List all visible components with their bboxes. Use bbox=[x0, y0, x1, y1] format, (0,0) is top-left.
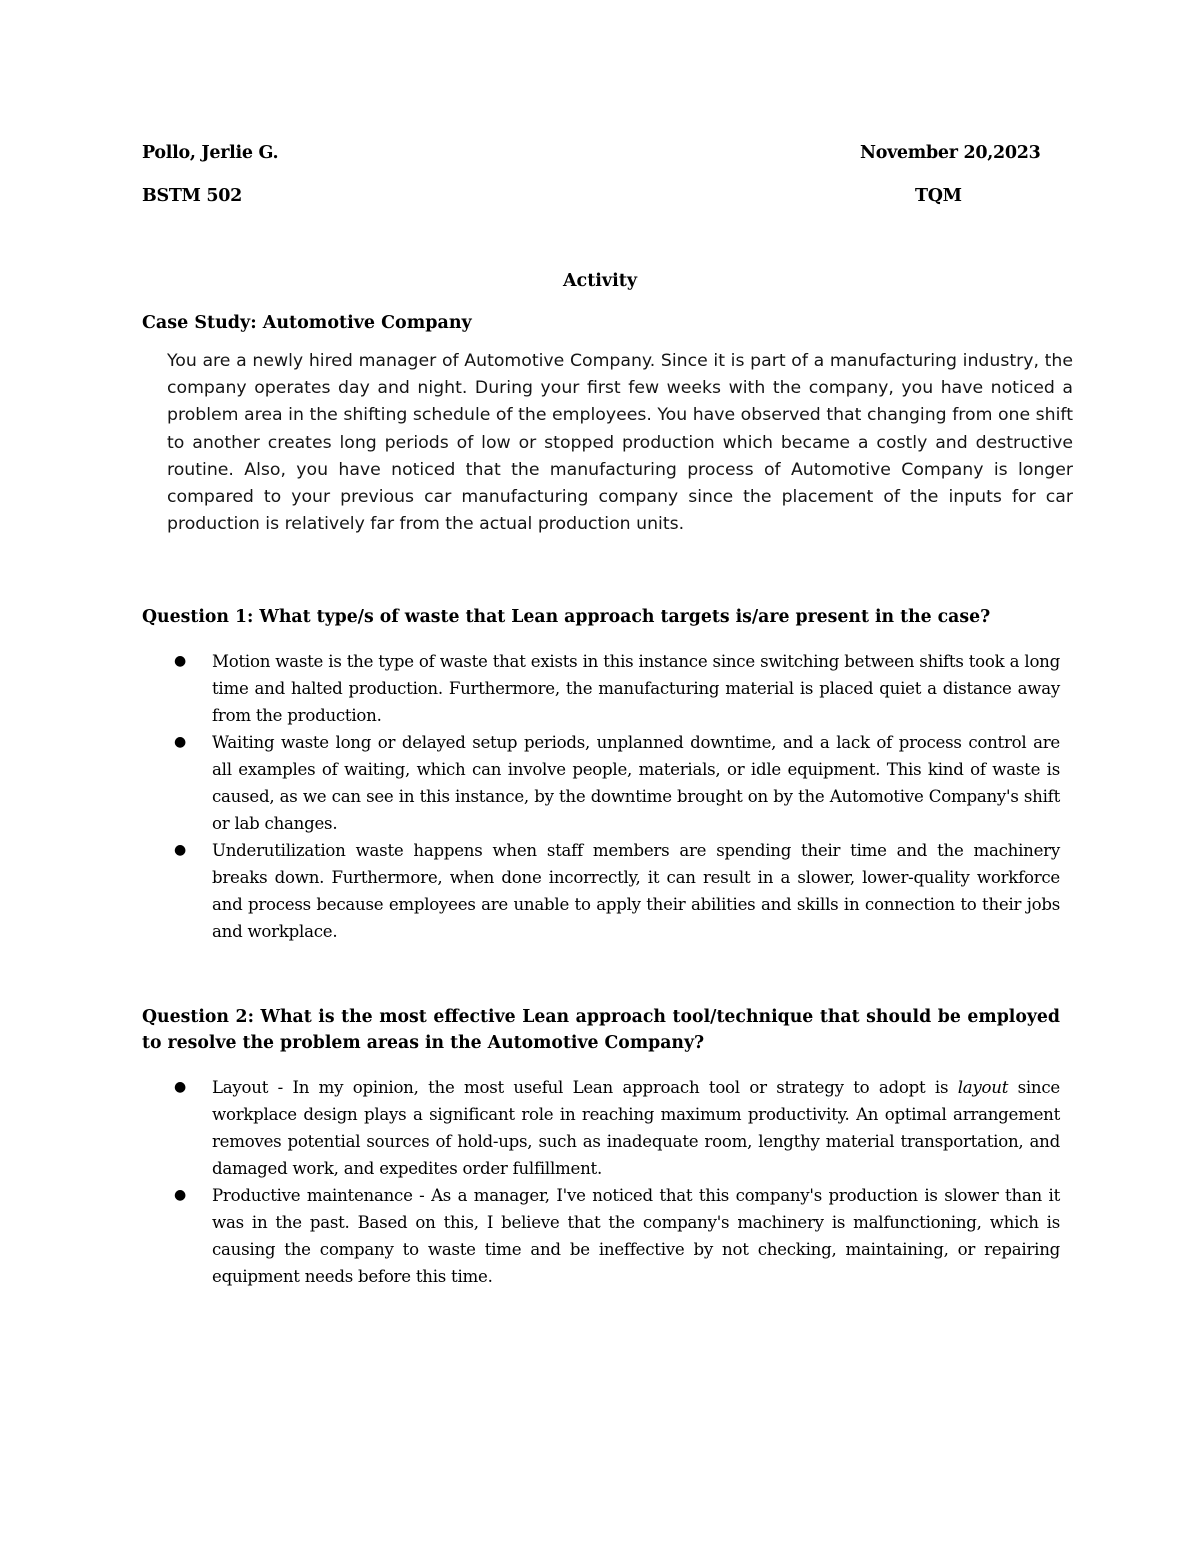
list-item bbox=[142, 1182, 1060, 1290]
answer-text-part: Layout - In my opinion, the most useful Lean approach tool or strategy to adopt is bbox=[212, 1078, 958, 1097]
emphasized-term: layout bbox=[957, 1078, 1009, 1097]
answer-text: Productive maintenance - As a manager, I've noticed that this company's production is slower than it was in the past. Based on this, I believe that the company's machinery is malfunctioning, which is causing the company to waste time and be ineffective by not checking, maintaining, or repairing equipment needs before this time. bbox=[212, 1186, 1060, 1286]
answer-text: Waiting waste long or delayed setup periods, unplanned downtime, and a lack of process control are all examples of waiting, which can involve people, materials, or idle equipment. This kind of waste is caused, as we can see in this instance, by the downtime brought on by the Automotive Company's shift or lab changes. bbox=[212, 733, 1060, 833]
question-1: Question 1: What type/s of waste that Lean approach targets is/are present in the case? bbox=[142, 607, 991, 627]
answer-text bbox=[212, 1078, 1060, 1178]
case-study-body: You are a newly hired manager of Automotive Company. Since it is part of a manufacturing industry, the company operates day and night. During your first few weeks with the company, you have noticed a problem area in the shifting schedule of the employees. You have observed that changing from one shift to another creates long periods of low or stopped production which became a costly and destructive routine. Also, you have noticed that the manufacturing process of Automotive Company is longer compared to your previous car manufacturing company since the placement of the inputs for car production is relatively far from the actual production units. bbox=[167, 351, 1073, 535]
page-title: Activity bbox=[562, 271, 638, 291]
question-1-answers bbox=[142, 648, 1060, 945]
question-2: Question 2: What is the most effective Lean approach tool/technique that should be employed to resolve the problem areas in the Automotive Company? bbox=[142, 1007, 1060, 1053]
list-item bbox=[142, 648, 1060, 729]
bullet-icon: ● bbox=[174, 842, 186, 858]
case-study-heading: Case Study: Automotive Company bbox=[142, 313, 472, 333]
answer-text: Motion waste is the type of waste that exists in this instance since switching between shifts took a long time and halted production. Furthermore, the manufacturing material is placed quiet a distance away from the production. bbox=[212, 652, 1060, 725]
bullet-icon: ● bbox=[174, 1079, 186, 1095]
answer-text-part: since workplace design plays a significant role in reaching maximum productivity. An optimal arrangement removes potential sources of hold-ups, such as inadequate room, lengthy material transportation, and damaged work, and expedites order fulfillment. bbox=[212, 1078, 1060, 1178]
course-code: BSTM 502 bbox=[142, 186, 243, 206]
bullet-icon: ● bbox=[174, 653, 186, 669]
bullet-icon: ● bbox=[174, 734, 186, 750]
date: November 20,2023 bbox=[860, 143, 1041, 163]
list-item bbox=[142, 729, 1060, 837]
bullet-icon: ● bbox=[174, 1187, 186, 1203]
student-name: Pollo, Jerlie G. bbox=[142, 143, 279, 163]
answer-text: Underutilization waste happens when staff members are spending their time and the machinery breaks down. Furthermore, when done incorrectly, it can result in a slower, lower-quality workforce and process because employees are unable to apply their abilities and skills in connection to their jobs and workplace. bbox=[212, 841, 1060, 941]
list-item bbox=[142, 1074, 1060, 1182]
list-item bbox=[142, 837, 1060, 945]
question-2-answers bbox=[142, 1074, 1060, 1290]
subject: TQM bbox=[915, 186, 962, 206]
